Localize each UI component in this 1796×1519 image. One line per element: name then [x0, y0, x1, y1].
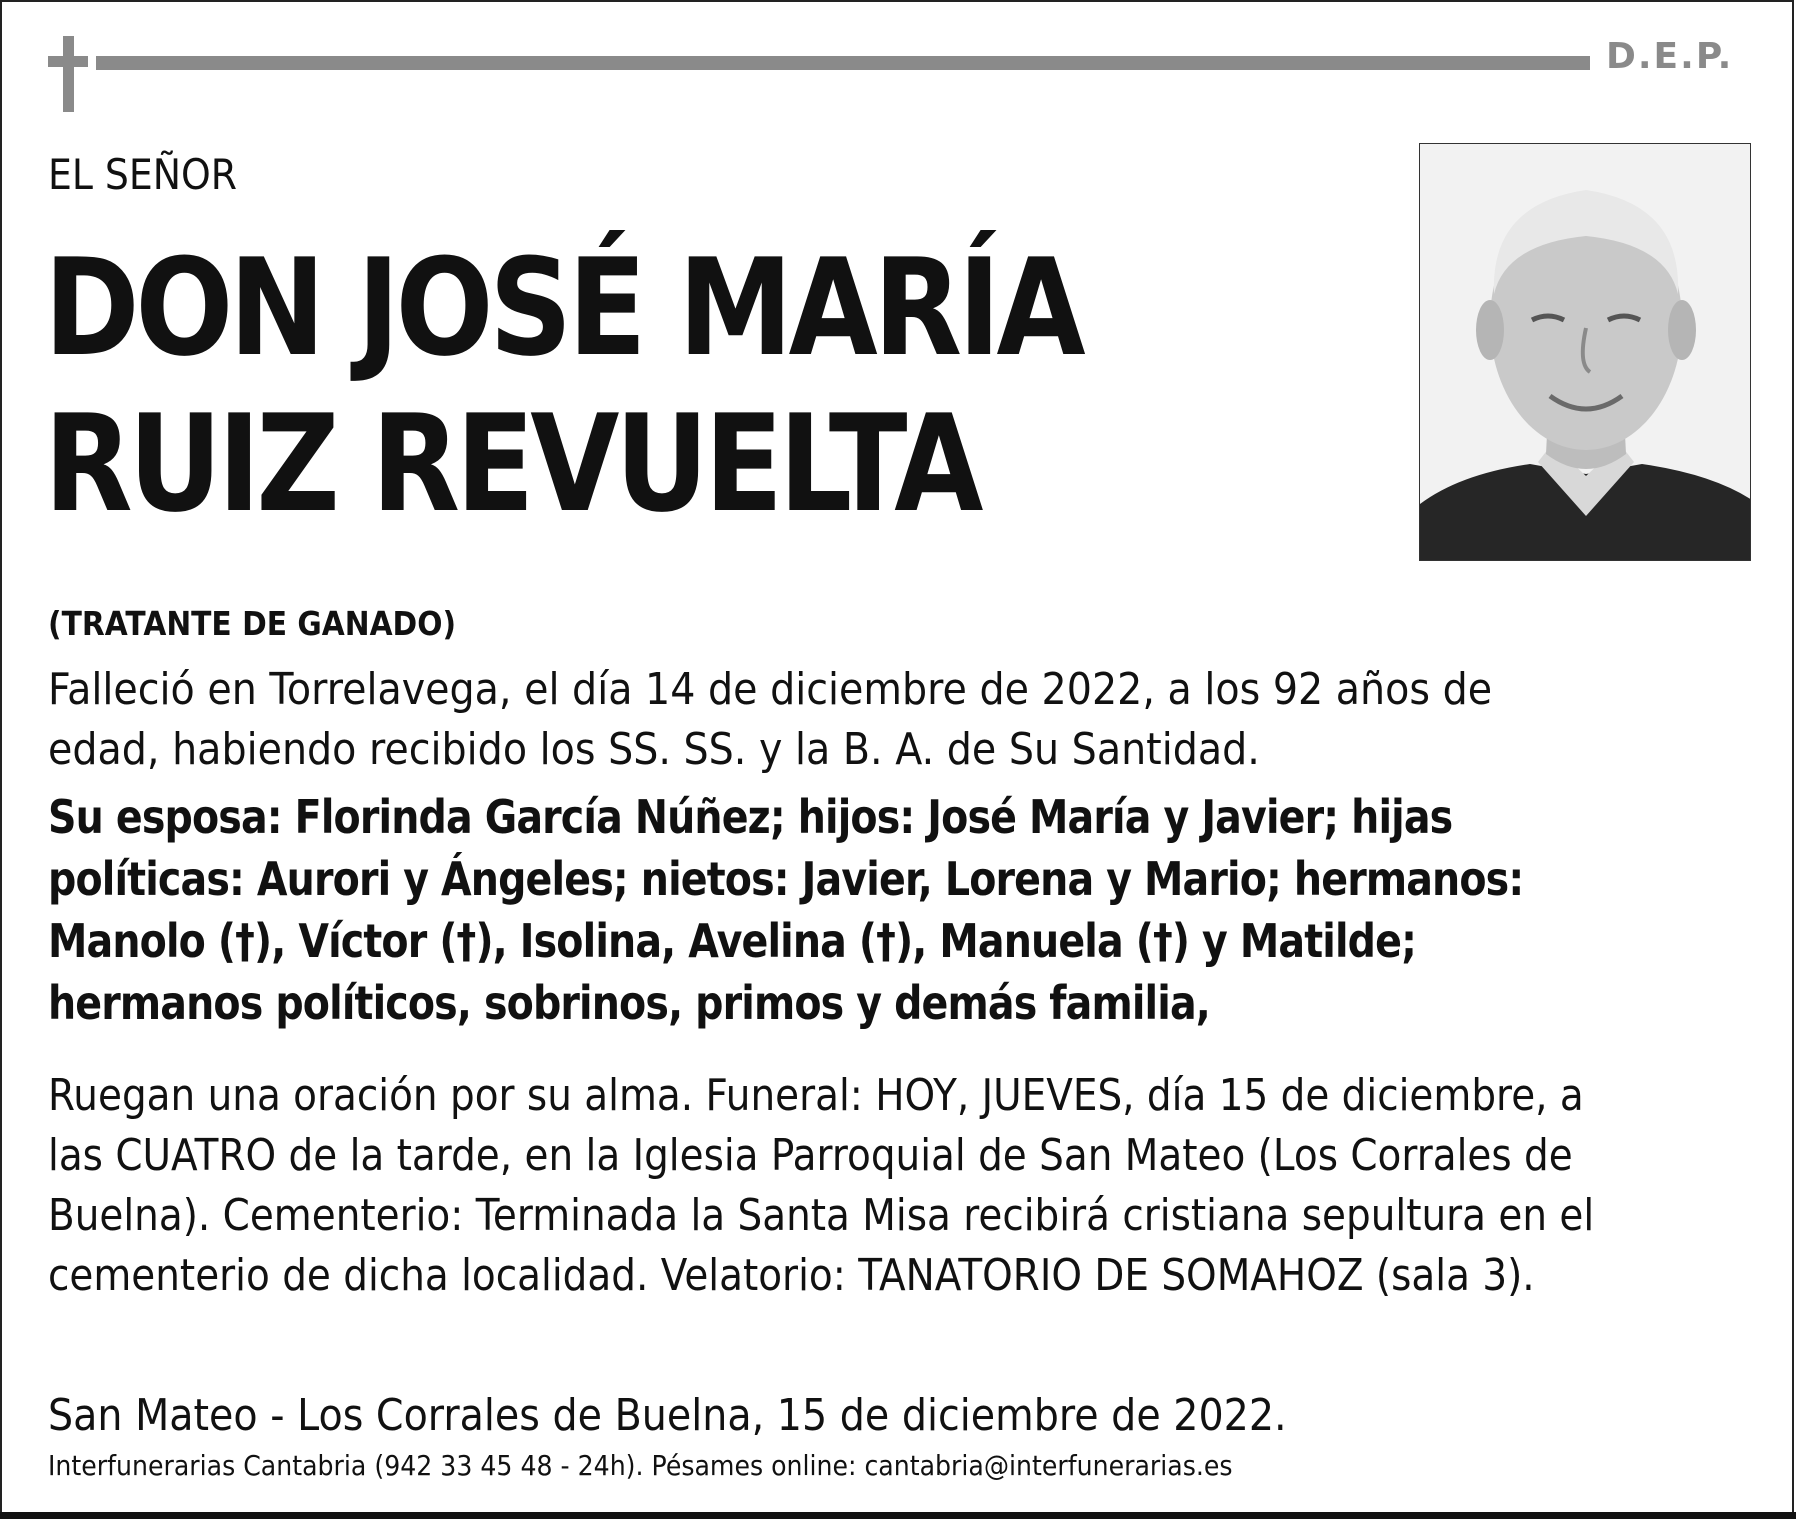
- place-date: San Mateo - Los Corrales de Buelna, 15 de diciembre de 2022.: [48, 1390, 1287, 1441]
- bottom-rule: [0, 1512, 1796, 1519]
- cross-icon: [48, 36, 88, 112]
- title-prefix: EL SEÑOR: [48, 150, 238, 199]
- death-paragraph: Falleció en Torrelavega, el día 14 de diciembre de 2022, a los 92 años de edad, habiendo recibido los SS. SS. y la B. A. de Su Santidad.: [48, 664, 1493, 775]
- profession-label: (TRATANTE DE GANADO): [48, 604, 457, 643]
- header-rule: [96, 56, 1590, 70]
- name-line-2: RUIZ REVUELTA: [44, 386, 980, 542]
- portrait-photo: [1419, 143, 1751, 561]
- funeral-home-footer: Interfunerarias Cantabria (942 33 45 48 - 24h). Pésames online: cantabria@interfunerarias.es: [48, 1449, 1233, 1482]
- dep-label: D.E.P.: [1606, 36, 1734, 77]
- deceased-name: [44, 230, 1188, 542]
- name-line-1: DON JOSÉ MARÍA: [44, 230, 1082, 386]
- funeral-paragraph: Ruegan una oración por su alma. Funeral: HOY, JUEVES, día 15 de diciembre, a las CUATRO de la tarde, en la Iglesia Parroquial de San Mateo (Los Corrales de Buelna). Cementerio: Terminada la Santa Misa recibirá cristiana sepultura en el cementerio de dicha localidad. Velatorio: TANATORIO DE SOMAHOZ (sala 3).: [48, 1070, 1595, 1301]
- family-paragraph: Su esposa: Florinda García Núñez; hijos: José María y Javier; hijas políticas: Aurori y Ángeles; nietos: Javier, Lorena y Mario; hermanos: Manolo (†), Víctor (†), Isolina, Avelina (†), Manuela (†) y Matilde; hermanos políticos, sobrinos, primos y demás familia,: [48, 790, 1524, 1030]
